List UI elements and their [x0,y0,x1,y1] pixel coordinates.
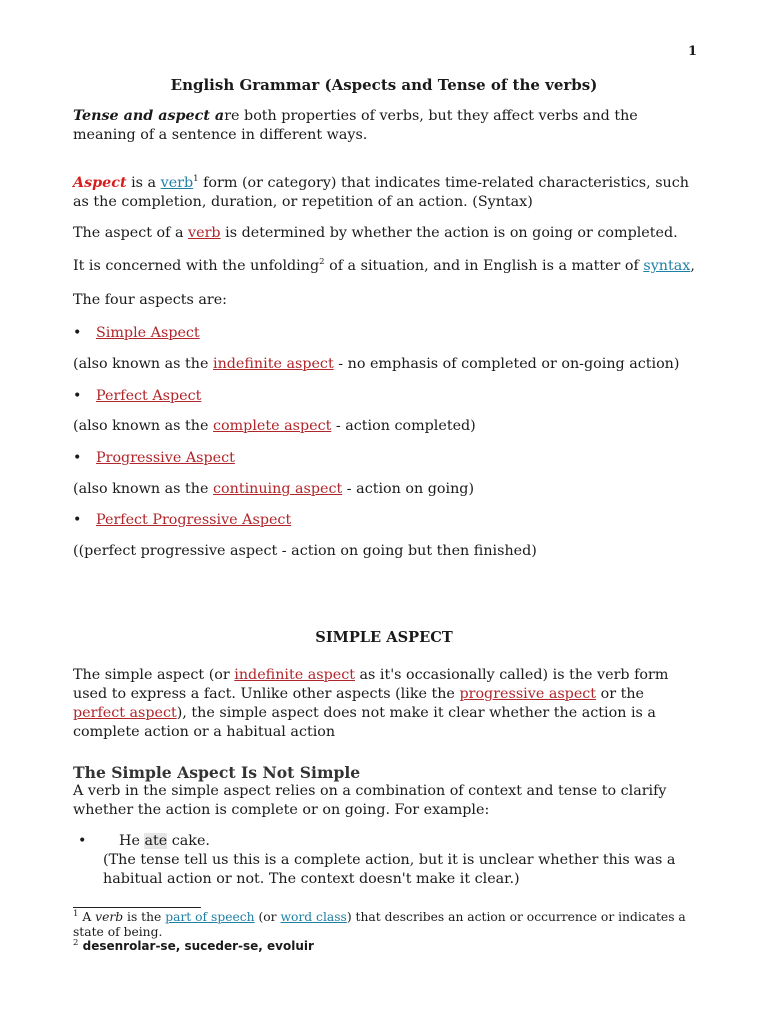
footnote-separator [73,907,201,908]
perfect-progressive-aspect-link[interactable]: Perfect Progressive Aspect [96,512,292,528]
bullet-icon: • [73,325,82,341]
aspect-term: Aspect [73,175,127,191]
bullet-icon: • [73,388,82,404]
footnote-2: $^2$ desenrolar-se, suceder-se, evoluir [73,937,314,953]
progressive-aspect-link[interactable]: Progressive Aspect [96,450,235,466]
continuing-aspect-link[interactable]: continuing aspect [213,481,343,497]
aspect-definition: Aspect is a verb$^1$ form (or category) that indicates time-related characteristics, such as the completion, duration, or repetition of an action. (Syntax) [73,174,689,210]
example-explanation: (The tense tell us this is a complete action, but it is unclear whether this was a habitual action or not. The context doesn't make it clear.) [103,852,676,887]
progressive-aspect-link-2[interactable]: progressive aspect [459,686,597,702]
bullet-icon: • [78,833,87,849]
simple-aspect-paragraph: The simple aspect (or indefinite aspect as it's occasionally called) is the verb form used to express a fact. Unlike other aspects (like the progressive aspect or the perfect aspect), the simple aspect does not make it clear whether the action is a complete action or a habitual action [73,667,669,740]
progressive-aspect-note: (also known as the continuing aspect - action on going) [73,481,475,497]
simple-aspect-link[interactable]: Simple Aspect [96,325,200,341]
verb-link[interactable]: verb [160,175,194,191]
perfect-aspect-link-2[interactable]: perfect aspect [73,705,177,721]
highlighted-word: ate [144,833,168,849]
page-number: 1 [688,44,698,59]
syntax-link[interactable]: syntax [643,258,691,274]
perfect-progressive-note: ((perfect progressive aspect - action on going but then finished) [73,543,537,559]
indefinite-aspect-link-2[interactable]: indefinite aspect [234,667,355,683]
word-class-link[interactable]: word class [280,910,347,924]
simple-not-simple-heading: The Simple Aspect Is Not Simple [73,763,361,782]
relies-paragraph: A verb in the simple aspect relies on a combination of context and tense to clarify whether the action is complete or on going. For example: [73,783,667,818]
page-title: English Grammar (Aspects and Tense of the verbs) [170,76,598,94]
concerned-paragraph: It is concerned with the unfolding$^2$ of a situation, and in English is a matter of syntax, [73,257,695,274]
part-of-speech-link[interactable]: part of speech [165,910,255,924]
bullet-icon: • [73,450,82,466]
four-aspects-intro: The four aspects are: [73,292,227,308]
footnote-1: $^1$ A verb is the part of speech (or word class) that describes an action or occurrence or indicates a state of being. [73,908,686,939]
example-sentence: He ate cake. [119,833,210,849]
simple-aspect-heading: SIMPLE ASPECT [315,629,453,646]
perfect-aspect-note: (also known as the complete aspect - action completed) [73,418,476,434]
complete-aspect-link[interactable]: complete aspect [213,418,332,434]
indefinite-aspect-link[interactable]: indefinite aspect [213,356,334,372]
aspect-of-verb-paragraph: The aspect of a verb is determined by whether the action is on going or completed. [73,225,678,241]
simple-aspect-note: (also known as the indefinite aspect - no emphasis of completed or on-going action) [73,356,680,372]
bullet-icon: • [73,512,82,528]
verb-link-2[interactable]: verb [188,225,221,241]
intro-paragraph: Tense and aspect are both properties of verbs, but they affect verbs and the meaning of a sentence in different ways. [73,108,638,143]
perfect-aspect-link[interactable]: Perfect Aspect [96,388,202,404]
